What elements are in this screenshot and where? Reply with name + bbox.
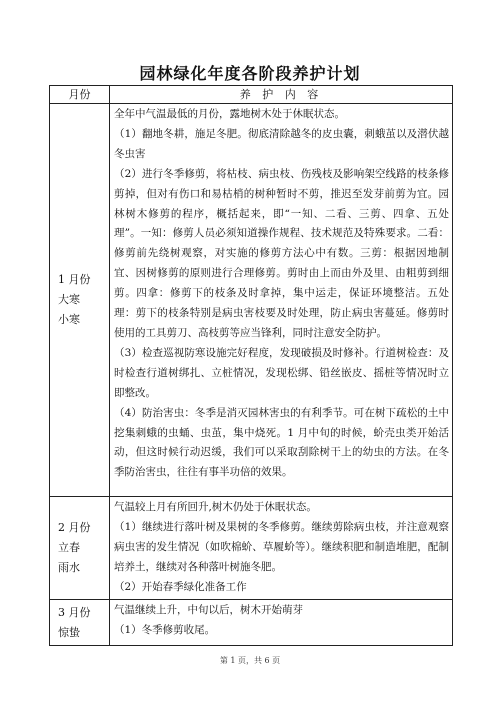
content-paragraph: （1）翻地冬耕，施足冬肥。彻底清除越冬的皮虫囊，刺蛾茧以及潜伏越冬虫害 <box>114 127 449 160</box>
solar-term-label: 大寒 <box>58 293 80 306</box>
month-cell <box>50 104 110 497</box>
content-paragraph: 全年中气温最低的月份，露地树木处于休眠状态。 <box>114 108 345 120</box>
table-row <box>50 104 453 497</box>
content-cell <box>110 600 453 646</box>
table-row <box>50 497 453 600</box>
content-paragraph: （3）检查巡视防寒设施完好程度，发现破损及时修补。行道树检查：及时检查行道树绑扎、立桩情况，发现松绑、铅丝嵌皮、摇桩等情况时立即整改。 <box>114 346 449 399</box>
month-cell <box>50 497 110 600</box>
content-paragraph: （4）防治害虫：冬季是消灭园林害虫的有利季节。可在树下疏松的土中挖集刺蛾的虫蛹、虫茧，集中烧死。1 月中旬的时候，蚧壳虫类开始活动，但这时候行动迟缓，我们可以采取刮除树干上的幼虫的方法。在冬季防治害虫，往往有事半功倍的效果。 <box>114 406 449 479</box>
maintenance-plan-table <box>49 85 453 646</box>
content-paragraph: （2）进行冬季修剪，将枯枝、病虫枝、伤残枝及影响架空线路的枝条修剪掉，但对有伤口和易枯梢的树种暂时不剪，推迟至发芽前剪为宜。园林树木修剪的程序，概括起来，即“一知、二看、三剪、四拿、五处理”。一知：修剪人员必须知道操作规程、技术规范及特殊要求。二看：修剪前先绕树观察，对实施的修剪方法心中有数。三剪：根据因地制宜、因树修剪的原则进行合理修剪。剪时由上而由外及里、由粗剪到细剪。四拿：修剪下的枝条及时拿掉，集中运走，保证环境整洁。五处理：剪下的枝条特别是病虫害枝要及时处理，防止病虫害蔓延。修剪时使用的工具剪刀、高枝剪等应当锋利，同时注意安全防护。 <box>114 167 449 339</box>
solar-term-label: 惊蛰 <box>58 625 80 639</box>
document-title: 园林绿化年度各阶段养护计划 <box>139 64 361 83</box>
month-label: 3 月份 <box>58 605 91 619</box>
page-footer: 第 1 页，共 6 页 <box>219 656 281 665</box>
month-label: 2 月份 <box>58 521 91 534</box>
content-paragraph: （1）继续进行落叶树及果树的冬季修剪。继续剪除病虫枝，并注意观察病虫害的发生情况（如吹棉蚧、草履蚧等）。继续积肥和制造堆肥，配制培养土，继续对各种落叶树施冬肥。 <box>114 520 449 573</box>
solar-term-label: 雨水 <box>58 561 80 574</box>
table-row <box>50 600 453 646</box>
month-cell <box>50 600 110 646</box>
month-column-header: 月份 <box>50 86 110 104</box>
content-paragraph: （2）开始春季绿化准备工作 <box>114 580 247 593</box>
content-paragraph: （1）冬季修剪收尾。 <box>114 623 216 636</box>
content-column-header: 养 护 内 容 <box>110 86 453 104</box>
solar-term-label: 小寒 <box>58 313 80 326</box>
content-cell <box>110 104 453 497</box>
content-paragraph: 气温较上月有所回升,树木仍处于休眠状态。 <box>114 501 317 513</box>
month-label: 1 月份 <box>58 273 91 286</box>
content-cell <box>110 497 453 600</box>
content-paragraph: 气温继续上升，中旬以后，树木开始萌芽 <box>114 604 303 616</box>
table-header-row <box>50 86 453 104</box>
solar-term-label: 立春 <box>58 541 80 554</box>
